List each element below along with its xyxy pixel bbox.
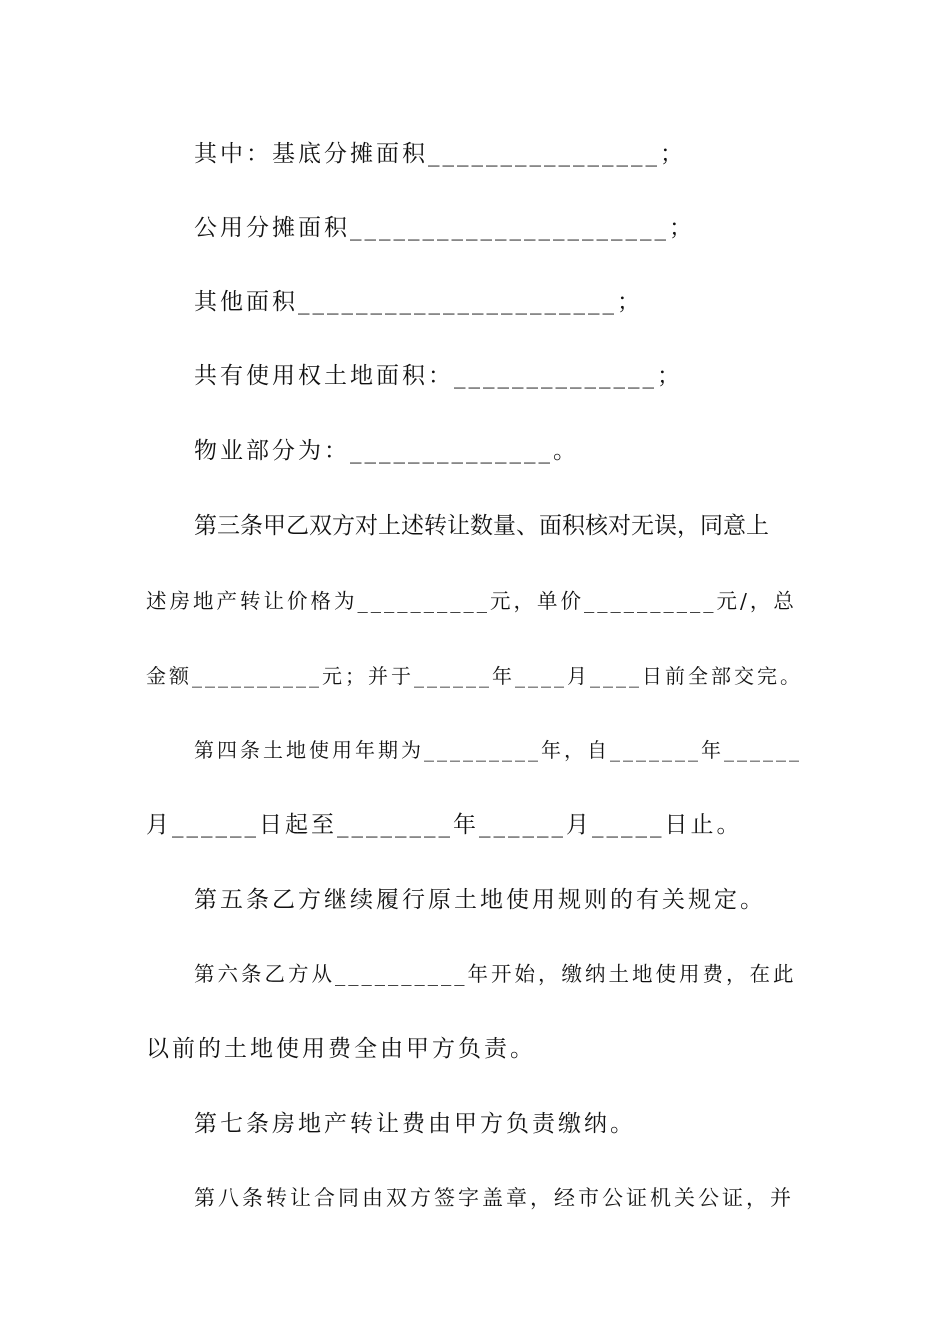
article-8-line-1: 第八条转让合同由双方签字盖章，经市公证机关公证，并 [194, 1186, 794, 1210]
text-line-public-area: 公用分摊面积______________________； [194, 215, 695, 241]
article-3-line-3: 金额__________元；并于______年____月____日前全部交完。 [146, 664, 803, 688]
text-line-shared-land-area: 共有使用权土地面积：______________； [194, 363, 683, 389]
article-3-line-1-text: 第三条甲乙双方对上述转让数量、面积核对无误，同意上 [194, 513, 769, 539]
text-line-base-area: 其中：基底分摊面积________________； [194, 141, 686, 167]
article-3-line-1 [194, 510, 806, 542]
article-6-line-2: 以前的土地使用费全由甲方负责。 [146, 1036, 536, 1062]
article-4-line-2: 月______日起至________年______月_____日止。 [146, 812, 743, 838]
text-line-property-part: 物业部分为：______________。 [194, 438, 579, 464]
article-4-line-1: 第四条土地使用年期为_________年，自_______年______ [194, 738, 802, 762]
article-6-line-1: 第六条乙方从__________年开始，缴纳土地使用费，在此 [194, 962, 797, 986]
text-line-other-area: 其他面积______________________； [194, 289, 643, 315]
article-3-line-2: 述房地产转让价格为__________元，单价__________元/，总 [146, 589, 797, 613]
article-7: 第七条房地产转让费由甲方负责缴纳。 [194, 1111, 636, 1137]
article-5: 第五条乙方继续履行原土地使用规则的有关规定。 [194, 887, 766, 913]
